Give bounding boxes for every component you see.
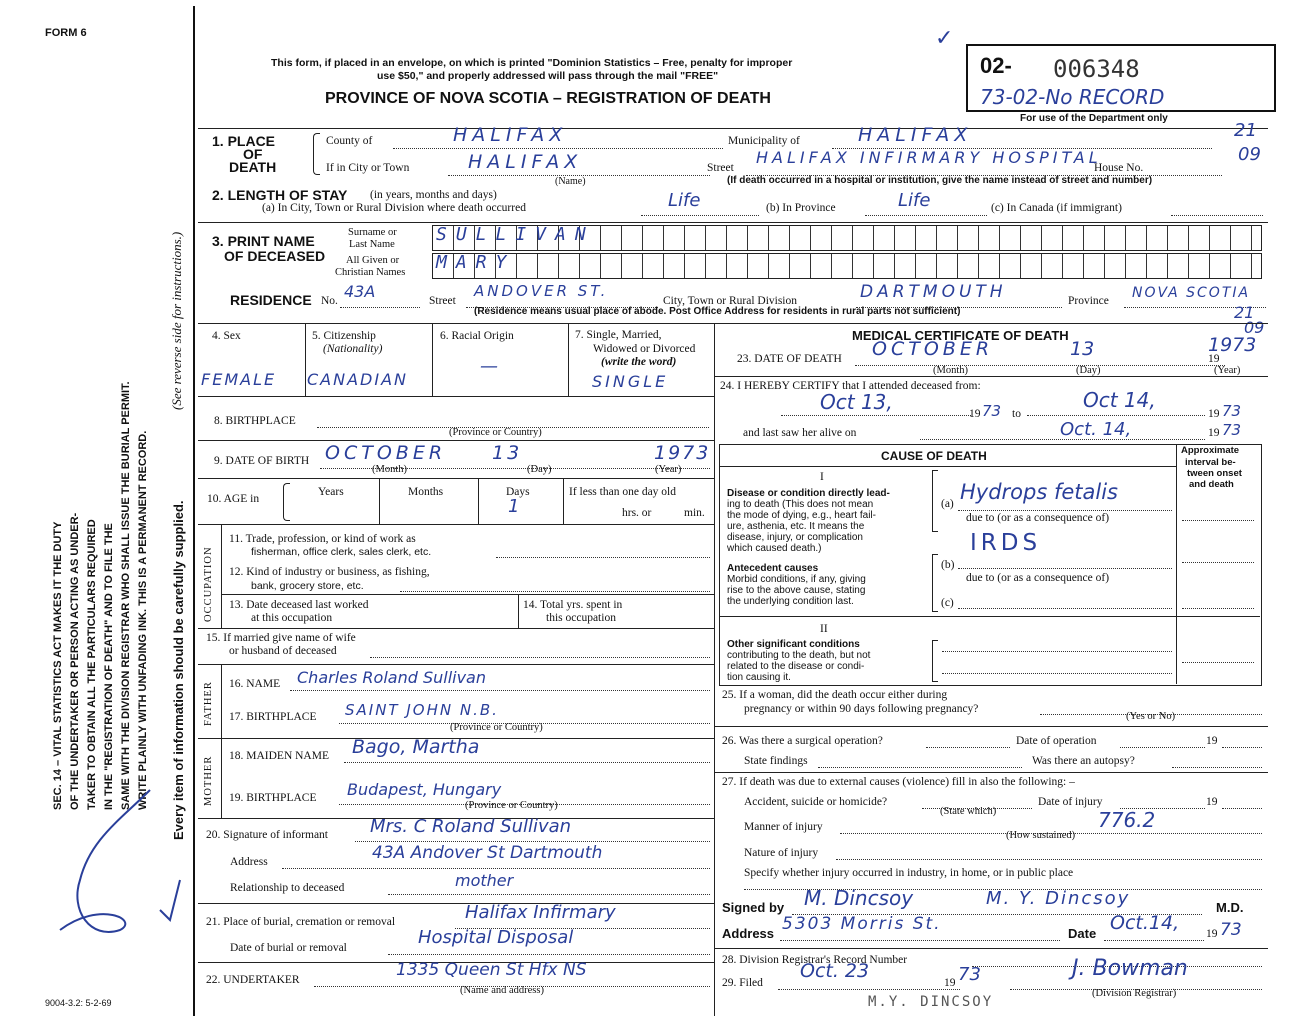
surname-label-a: Surname or bbox=[348, 227, 397, 238]
q27-a: 27. If death was due to external causes (violence) fill in also the following: – bbox=[722, 776, 1075, 788]
cause-b-due: due to (or as a consequence of) bbox=[966, 572, 1110, 584]
s1-label-a: 1. PLACE bbox=[212, 133, 276, 149]
age-min-label: min. bbox=[684, 507, 705, 519]
dod-label: 23. DATE OF DEATH bbox=[737, 353, 842, 365]
burial-date: Hospital Disposal bbox=[418, 927, 574, 948]
reg-prefix: 02- bbox=[980, 53, 1012, 78]
q27-specify-label: Specify whether injury occurred in industry, in home, or in public place bbox=[744, 867, 1074, 879]
dob-year-caption: (Year) bbox=[655, 464, 682, 475]
dod-year-prefix: 19 bbox=[1208, 353, 1220, 365]
q26-a: 26. Was there a surgical operation? bbox=[722, 735, 883, 747]
s2-label-note: (in years, months and days) bbox=[370, 189, 497, 201]
signed-label: Signed by bbox=[722, 900, 785, 915]
mother-name-label: 18. MAIDEN NAME bbox=[229, 750, 329, 762]
given-label-b: Christian Names bbox=[335, 267, 406, 278]
name-caption: (Name) bbox=[555, 176, 586, 187]
dob-month-caption: (Month) bbox=[372, 464, 407, 475]
cause-part-2: II bbox=[820, 623, 828, 635]
occ11-label-a: 11. Trade, profession, or kind of work as bbox=[229, 533, 416, 545]
q25-b: pregnancy or within 90 days following pregnancy? bbox=[744, 703, 979, 715]
marital-label-a: 7. Single, Married, bbox=[575, 329, 662, 341]
attend-from: Oct 13, bbox=[820, 390, 893, 414]
cause-a-label: (a) bbox=[941, 498, 954, 510]
father-name: Charles Roland Sullivan bbox=[297, 668, 486, 687]
occupation-side-label: OCCUPATION bbox=[203, 546, 214, 622]
s15-label-a: 15. If married give name of wife bbox=[206, 632, 356, 644]
last-saw-year-prefix: 19 bbox=[1208, 427, 1220, 439]
mail-note-1: This form, if placed in an envelope, on which is printed "Dominion Statistics – Free, penalty for improper bbox=[271, 57, 793, 69]
informant-rel-label: Relationship to deceased bbox=[230, 882, 345, 894]
occ14-label-b: this occupation bbox=[546, 612, 616, 624]
cause-c-label: (c) bbox=[941, 597, 954, 609]
sex-value: FEMALE bbox=[201, 370, 277, 389]
side-instruction-8: Every item of information should be carefully supplied. bbox=[171, 500, 186, 840]
signed-value: M. Dincsoy bbox=[804, 886, 914, 910]
city-value: HALIFAX bbox=[468, 151, 583, 173]
informant-addr-label: Address bbox=[230, 856, 268, 868]
occ11-label-b: fisherman, office clerk, sales clerk, etc. bbox=[251, 546, 432, 558]
s1-label-b: OF bbox=[243, 146, 263, 162]
given-label-a: All Given or bbox=[346, 255, 400, 266]
q26-date-label: Date of operation bbox=[1016, 735, 1097, 747]
dob-label: 9. DATE OF BIRTH bbox=[214, 455, 310, 467]
cause-part-1: I bbox=[820, 471, 824, 483]
marital-label-c: (write the word) bbox=[601, 356, 677, 368]
burial-place: Halifax Infirmary bbox=[465, 902, 616, 923]
father-bp-label: 17. BIRTHPLACE bbox=[229, 711, 317, 723]
other-d: tion causing it. bbox=[727, 672, 791, 683]
disease-d: ure, asthenia, etc. It means the bbox=[727, 521, 865, 532]
dept-only-note: For use of the Department only bbox=[1020, 113, 1168, 124]
mother-bp-label: 19. BIRTHPLACE bbox=[229, 792, 317, 804]
attend-from-year-prefix: 19 bbox=[969, 408, 981, 420]
form-title: PROVINCE OF NOVA SCOTIA – REGISTRATION OF DEATH bbox=[325, 90, 771, 107]
mother-bp: Budapest, Hungary bbox=[347, 780, 502, 799]
interval-a: Approximate bbox=[1181, 445, 1240, 456]
q27-how-caption: (How sustained) bbox=[1006, 830, 1076, 841]
q27-manner-value: 776.2 bbox=[1098, 808, 1156, 832]
registrar-signature: J. Bowman bbox=[1072, 956, 1188, 981]
age-months-label: Months bbox=[408, 486, 444, 498]
disease-f: which caused death.) bbox=[727, 543, 822, 554]
last-saw-date: Oct. 14, bbox=[1060, 419, 1132, 440]
informant-sig-label: 20. Signature of informant bbox=[206, 829, 329, 841]
surname-value: SULLIVAN bbox=[436, 224, 595, 245]
county-value: HALIFAX bbox=[453, 124, 568, 146]
cause-a-value: Hydrops fetalis bbox=[960, 480, 1119, 504]
s2-label: 2. LENGTH OF STAY bbox=[212, 187, 348, 203]
dod-day-caption: (Day) bbox=[1076, 365, 1101, 376]
citizenship-sub: (Nationality) bbox=[323, 343, 383, 355]
dod-month: OCTOBER bbox=[872, 338, 994, 360]
informant-sig: Mrs. C Roland Sullivan bbox=[370, 816, 572, 837]
age-hrs-label: hrs. or bbox=[622, 507, 652, 519]
dod-day: 13 bbox=[1070, 338, 1095, 360]
check-mark: ✓ bbox=[935, 26, 954, 51]
last-saw-year: 73 bbox=[1222, 421, 1242, 439]
signed-addr: 5303 Morris St. bbox=[782, 914, 942, 934]
given-name-value: MARY bbox=[436, 252, 516, 273]
dob-year: 1973 bbox=[654, 442, 711, 464]
marital-label-b: Widowed or Divorced bbox=[593, 343, 696, 355]
informant-addr: 43A Andover St Dartmouth bbox=[372, 843, 603, 863]
residence-city: DARTMOUTH bbox=[860, 282, 1007, 302]
q26-year-prefix: 19 bbox=[1206, 735, 1218, 747]
q25-a: 25. If a woman, did the death occur either during bbox=[722, 689, 948, 701]
q27-manner-label: Manner of injury bbox=[744, 821, 823, 833]
surname-label-b: Last Name bbox=[349, 239, 395, 250]
attend-from-year: 73 bbox=[982, 402, 1002, 420]
attend-to-year-prefix: 19 bbox=[1208, 408, 1220, 420]
attend-to: Oct 14, bbox=[1083, 388, 1156, 412]
s3-label-b: OF DECEASED bbox=[224, 248, 326, 264]
cause-title: CAUSE OF DEATH bbox=[881, 449, 987, 463]
antecedent-a: Antecedent causes bbox=[727, 563, 819, 574]
undertaker-label: 22. UNDERTAKER bbox=[206, 974, 300, 986]
municipality-value: HALIFAX bbox=[858, 124, 973, 146]
father-name-label: 16. NAME bbox=[229, 678, 281, 690]
age-years-label: Years bbox=[318, 486, 344, 498]
given-name-boxes bbox=[432, 253, 1262, 279]
dob-month: OCTOBER bbox=[325, 442, 447, 464]
cause-b-label: (b) bbox=[941, 559, 955, 571]
racial-label: 6. Racial Origin bbox=[440, 330, 514, 342]
residence-street-label: Street bbox=[429, 295, 456, 307]
occ12-label-b: bank, grocery store, etc. bbox=[251, 580, 364, 592]
undertaker-caption: (Name and address) bbox=[460, 985, 544, 996]
signed-date-year: 73 bbox=[1220, 920, 1242, 940]
sex-label: 4. Sex bbox=[212, 330, 241, 342]
registrar-record-label: 28. Division Registrar's Record Number bbox=[722, 954, 908, 966]
disease-b: ing to death (This does not mean bbox=[727, 499, 874, 510]
other-c: related to the disease or condi- bbox=[727, 661, 865, 672]
registrar-filed-year: 73 bbox=[958, 964, 981, 985]
reg-hand-note: 73-02-No RECORD bbox=[980, 85, 1165, 109]
disease-e: disease, injury, or complication bbox=[727, 532, 863, 543]
dob-day: 13 bbox=[492, 442, 523, 464]
cause-a-due: due to (or as a consequence of) bbox=[966, 512, 1110, 524]
birthplace-caption: (Province or Country) bbox=[449, 427, 542, 438]
registrar-sig-caption: (Division Registrar) bbox=[1092, 988, 1177, 999]
municipality-label: Municipality of bbox=[728, 135, 800, 147]
residence-no: 43A bbox=[344, 282, 376, 301]
side-instruction-6: WRITE PLAINLY WITH UNFADING INK. THIS IS A PERMANENT RECORD. bbox=[137, 430, 149, 810]
citizenship-label: 5. Citizenship bbox=[312, 330, 376, 342]
cause-b-value: IRDS bbox=[970, 530, 1042, 556]
age-label: 10. AGE in bbox=[207, 493, 260, 505]
antecedent-b: Morbid conditions, if any, giving bbox=[727, 574, 866, 585]
mother-side-label: MOTHER bbox=[203, 755, 214, 806]
side-instruction-4: IN THE "REGISTRATION OF DEATH" AND TO FILE THE bbox=[103, 523, 115, 810]
informant-rel: mother bbox=[455, 871, 514, 890]
signed-date-label: Date bbox=[1068, 926, 1097, 941]
q27-accident-label: Accident, suicide or homicide? bbox=[744, 796, 888, 808]
s1-label-c: DEATH bbox=[229, 159, 277, 175]
signed-date-year-prefix: 19 bbox=[1206, 928, 1218, 940]
center-divider-line bbox=[714, 323, 715, 1016]
signed-date: Oct.14, bbox=[1110, 912, 1180, 934]
residence-province-label: Province bbox=[1068, 295, 1109, 307]
last-saw-label: and last saw her alive on bbox=[743, 427, 857, 439]
side-instruction-5: SAME WITH THE DIVISION REGISTRAR WHO SHALL ISSUE THE BURIAL PERMIT. bbox=[120, 381, 132, 810]
signed-addr-label: Address bbox=[722, 926, 775, 941]
age-days-label: Days bbox=[506, 486, 530, 498]
s2b-label: (b) In Province bbox=[766, 202, 836, 214]
registrar-filed-year-prefix: 19 bbox=[944, 977, 956, 989]
s2a-label: (a) In City, Town or Rural Division where death occurred bbox=[262, 202, 526, 214]
undertaker-value: 1335 Queen St Hfx NS bbox=[396, 960, 587, 980]
residence-label: RESIDENCE bbox=[230, 292, 312, 308]
certify-label: 24. I HEREBY CERTIFY that I attended deceased from: bbox=[720, 380, 981, 392]
side-instruction-2: OF THE UNDERTAKER OR PERSON ACTING AS UNDER- bbox=[69, 512, 81, 810]
street-value: HALIFAX INFIRMARY HOSPITAL bbox=[756, 148, 1102, 167]
s2b-value: Life bbox=[898, 190, 931, 211]
age-lessday-label: If less than one day old bbox=[569, 486, 676, 498]
disease-c: the mode of dying, e.g., heart fail- bbox=[727, 510, 876, 521]
occ13-label-a: 13. Date deceased last worked bbox=[229, 599, 369, 611]
age-days-value: 1 bbox=[508, 496, 520, 517]
residence-province: NOVA SCOTIA bbox=[1132, 285, 1251, 301]
hospital-note: (If death occurred in a hospital or institution, give the name instead of street and number) bbox=[727, 175, 1153, 186]
dob-day-caption: (Day) bbox=[527, 464, 552, 475]
q25-caption: (Yes or No) bbox=[1126, 711, 1176, 722]
residence-note: (Residence means usual place of abode. Post Office Address for residents in rural parts not sufficient) bbox=[474, 306, 961, 317]
burial-date-label: Date of burial or removal bbox=[230, 942, 347, 954]
medical-title: MEDICAL CERTIFICATE OF DEATH bbox=[852, 328, 1069, 343]
s2a-value: Life bbox=[668, 190, 701, 211]
doctor-name-stamp: M.Y. DINCSOY bbox=[868, 994, 994, 1010]
side-instruction-3: TAKER TO OBTAIN ALL THE PARTICULARS REQUIRED bbox=[86, 519, 98, 810]
mother-name: Bago, Martha bbox=[352, 736, 480, 758]
occ13-label-b: at this occupation bbox=[251, 612, 333, 624]
residence-no-label: No. bbox=[321, 295, 338, 307]
side-instruction-1: SEC. 14 – VITAL STATISTICS ACT MAKES IT THE DUTY bbox=[52, 521, 64, 810]
house-code: 09 bbox=[1238, 144, 1261, 165]
q27-year-prefix: 19 bbox=[1206, 796, 1218, 808]
form-id: FORM 6 bbox=[45, 27, 87, 39]
q26-findings: State findings bbox=[744, 755, 808, 767]
interval-c: tween onset bbox=[1187, 468, 1242, 479]
residence-code-b: 09 bbox=[1244, 318, 1265, 337]
attend-to-label: to bbox=[1012, 408, 1021, 420]
interval-d: and death bbox=[1189, 479, 1234, 490]
registrar-filed-date: Oct. 23 bbox=[800, 960, 870, 982]
father-bp: SAINT JOHN N.B. bbox=[345, 701, 499, 719]
other-a: Other significant conditions bbox=[727, 639, 860, 650]
marital-value: SINGLE bbox=[592, 372, 669, 391]
father-side-label: FATHER bbox=[203, 681, 214, 726]
mail-note-2: use $50," and properly addressed will pass through the mail "FREE" bbox=[377, 70, 719, 82]
municipality-code: 21 bbox=[1234, 120, 1257, 141]
county-label: County of bbox=[326, 135, 373, 147]
birthplace-label: 8. BIRTHPLACE bbox=[214, 415, 296, 427]
other-b: contributing to the death, but not bbox=[727, 650, 871, 661]
registrar-filed-label: 29. Filed bbox=[722, 977, 763, 989]
residence-street: ANDOVER ST. bbox=[474, 282, 609, 300]
signed-printed-name: M. Y. Dincsoy bbox=[986, 888, 1131, 909]
city-label: If in City or Town bbox=[326, 162, 410, 174]
s3-label-a: 3. PRINT NAME bbox=[212, 233, 315, 249]
residence-city-label: City, Town or Rural Division bbox=[663, 295, 798, 307]
citizenship-value: CANADIAN bbox=[307, 370, 408, 389]
burial-place-label: 21. Place of burial, cremation or removal bbox=[206, 916, 396, 928]
racial-value: — bbox=[480, 356, 498, 377]
mother-bp-caption: (Province or Country) bbox=[465, 800, 558, 811]
disease-a: Disease or condition directly lead- bbox=[727, 488, 890, 499]
margin-signature-mark bbox=[30, 780, 200, 980]
attend-to-year: 73 bbox=[1222, 402, 1242, 420]
s15-label-b: or husband of deceased bbox=[229, 645, 337, 657]
antecedent-c: rise to the above cause, stating bbox=[727, 585, 866, 596]
md-label: M.D. bbox=[1216, 900, 1244, 915]
dod-year-caption: (Year) bbox=[1214, 365, 1241, 376]
father-bp-caption: (Province or Country) bbox=[450, 722, 543, 733]
q27-state-caption: (State which) bbox=[940, 806, 997, 817]
print-code: 9004-3.2: 5-2-69 bbox=[45, 998, 112, 1008]
s2c-label: (c) In Canada (if immigrant) bbox=[991, 202, 1122, 214]
street-label: Street bbox=[707, 162, 734, 174]
q26-autopsy: Was there an autopsy? bbox=[1032, 755, 1135, 767]
occ12-label-a: 12. Kind of industry or business, as fishing, bbox=[229, 566, 430, 578]
dod-month-caption: (Month) bbox=[933, 365, 968, 376]
side-instruction-7: (See reverse side for instructions.) bbox=[169, 231, 184, 410]
house-label: House No. bbox=[1094, 162, 1144, 174]
interval-b: interval be- bbox=[1185, 457, 1236, 468]
dod-year: 1973 bbox=[1208, 334, 1257, 356]
reg-number: 006348 bbox=[1053, 55, 1140, 83]
residence-code-a: 21 bbox=[1234, 303, 1255, 322]
q27-nature-label: Nature of injury bbox=[744, 847, 819, 859]
occ14-label-a: 14. Total yrs. spent in bbox=[523, 599, 623, 611]
q27-injury-date-label: Date of injury bbox=[1038, 796, 1103, 808]
antecedent-d: the underlying condition last. bbox=[727, 596, 854, 607]
